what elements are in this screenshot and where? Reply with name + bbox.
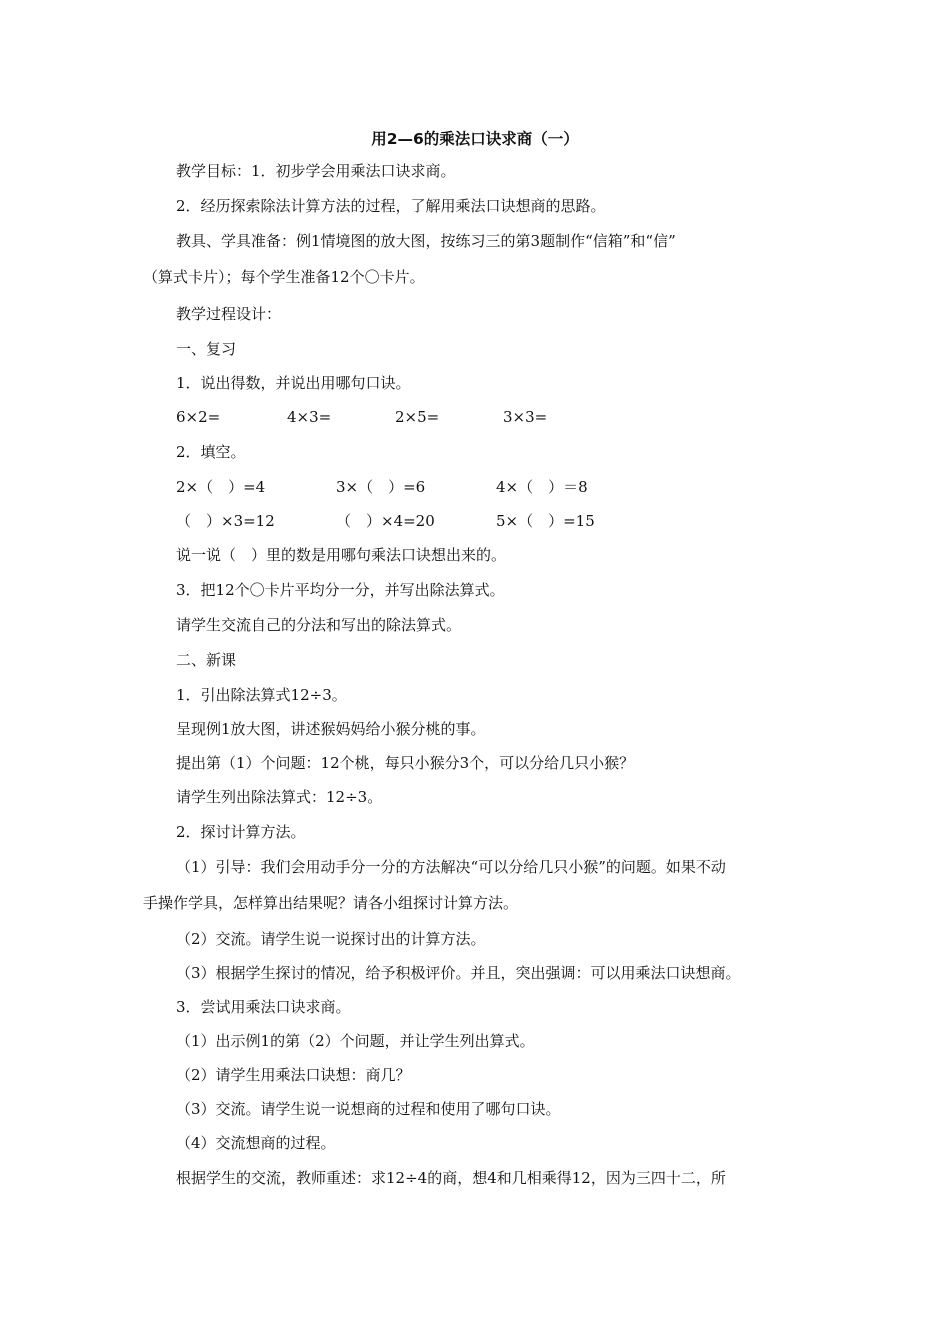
goal-line-1: 教学目标：1．初步学会用乘法口诀求商。 [176, 162, 456, 180]
new-item-2: 2．探讨计算方法。 [176, 823, 306, 841]
new-item-3: 3．尝试用乘法口诀求商。 [176, 998, 351, 1016]
new-item-2a-line-2: 手操作学具，怎样算出结果呢？请各小组探讨计算方法。 [143, 894, 519, 912]
new-item-1a: 呈现例1放大图，讲述猴妈妈给小猴分桃的事。 [176, 720, 486, 738]
fill-blank-item: 3×（ ）=6 [336, 478, 426, 496]
new-item-1b: 提出第（1）个问题：12个桃，每只小猴分3个，可以分给几只小猴？ [176, 754, 635, 772]
process-heading: 教学过程设计： [176, 305, 282, 323]
new-item-3d: （4）交流想商的过程。 [176, 1134, 336, 1152]
new-item-3c: （3）交流。请学生说一说想商的过程和使用了哪句口诀。 [176, 1100, 561, 1118]
document-title: 用2—6的乘法口诀求商（一） [371, 130, 579, 148]
goal-line-2: 2．经历探索除法计算方法的过程，了解用乘法口诀想商的思路。 [176, 197, 606, 215]
oral-calc-item: 6×2= [176, 408, 221, 426]
oral-calc-item: 4×3= [287, 408, 332, 426]
final-line: 根据学生的交流，教师重述：求12÷4的商，想4和几相乘得12，因为三四十二，所 [176, 1169, 726, 1187]
review-item-2: 2．填空。 [176, 443, 246, 461]
review-item-1: 1．说出得数，并说出用哪句口诀。 [176, 374, 411, 392]
fill-blank-item: 5×（ ）=15 [496, 512, 595, 530]
new-item-3a: （1）出示例1的第（2）个问题，并让学生列出算式。 [176, 1032, 535, 1050]
oral-calc-item: 3×3= [503, 408, 548, 426]
review-item-3: 3．把12个〇卡片平均分一分，并写出除法算式。 [176, 581, 505, 599]
section-review-heading: 一、复习 [176, 340, 237, 358]
prep-line-2: （算式卡片）；每个学生准备12个〇卡片。 [143, 268, 425, 286]
fill-blank-item: 4×（ ）＝8 [496, 478, 588, 496]
review-item-3-note: 请学生交流自己的分法和写出的除法算式。 [176, 616, 462, 634]
fill-blank-item: （ ）×3=12 [176, 512, 275, 530]
fill-blank-item: 2×（ ）=4 [176, 478, 266, 496]
section-new-heading: 二、新课 [176, 651, 237, 669]
new-item-2b: （2）交流。请学生说一说探讨出的计算方法。 [176, 930, 486, 948]
fill-blank-item: （ ）×4=20 [336, 512, 435, 530]
new-item-2a-line-1: （1）引导：我们会用动手分一分的方法解决“可以分给几只小猴”的问题。如果不动 [176, 858, 726, 876]
new-item-1: 1．引出除法算式12÷3。 [176, 686, 347, 704]
prep-line-1: 教具、学具准备：例1情境图的放大图，按练习三的第3题制作“信箱”和“信” [176, 232, 676, 250]
oral-calc-item: 2×5= [395, 408, 440, 426]
new-item-2c: （3）根据学生探讨的情况，给予积极评价。并且，突出强调：可以用乘法口诀想商。 [176, 964, 741, 982]
new-item-1c: 请学生列出除法算式：12÷3。 [176, 788, 383, 806]
new-item-3b: （2）请学生用乘法口诀想：商几？ [176, 1066, 411, 1084]
say-line: 说一说（ ）里的数是用哪句乘法口诀想出来的。 [176, 546, 507, 564]
